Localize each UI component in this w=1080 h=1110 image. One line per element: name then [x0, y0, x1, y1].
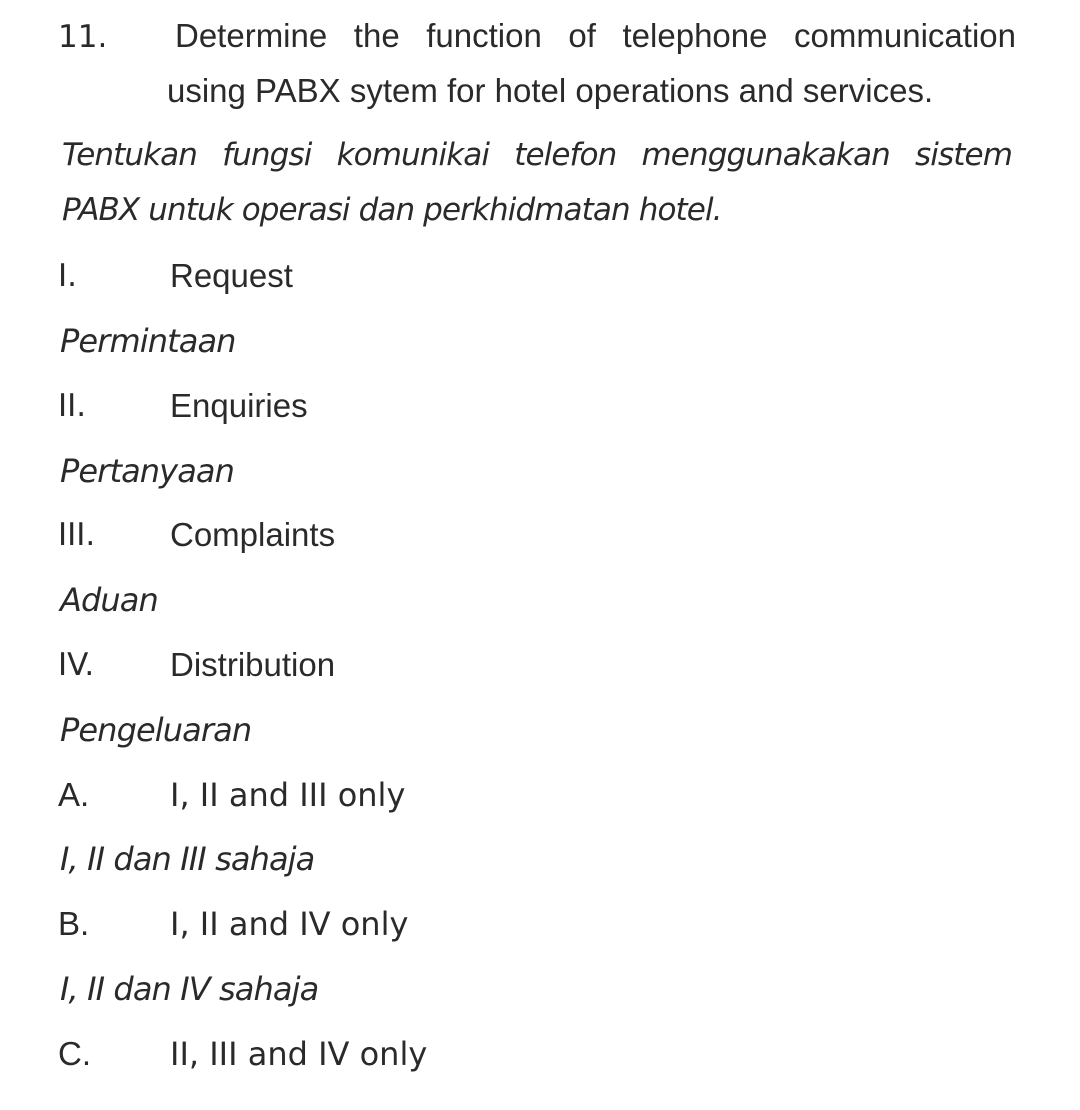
question-translation-line-1: Tentukan fungsi komunikai telefon menggunakakan sistem: [62, 137, 1012, 173]
question-stem-line-1: Determine the function of telephone communication: [175, 17, 1016, 54]
item-text-request: Request: [170, 257, 293, 294]
item-numeral-2: II.: [58, 388, 87, 424]
option-c-text: II, III and IV only: [170, 1035, 428, 1073]
option-b-translation: I, II dan IV sahaja: [60, 970, 319, 1008]
option-letter-b: B.: [58, 905, 90, 942]
item-numeral-1: I.: [58, 258, 77, 294]
item-text-complaints: Complaints: [170, 516, 336, 553]
item-translation-pengeluaran: Pengeluaran: [60, 711, 252, 749]
item-text-distribution: Distribution: [170, 646, 336, 683]
question-number: 11.: [58, 19, 108, 55]
option-b-text: I, II and IV only: [170, 905, 409, 943]
option-a-translation: I, II dan III sahaja: [60, 840, 315, 878]
item-translation-permintaan: Permintaan: [60, 322, 236, 360]
option-a-text: I, II and III only: [170, 776, 406, 814]
item-numeral-4: IV.: [58, 647, 95, 683]
item-numeral-3: III.: [58, 517, 96, 553]
item-translation-pertanyaan: Pertanyaan: [60, 452, 235, 490]
item-text-enquiries: Enquiries: [170, 387, 308, 424]
option-letter-a: A.: [58, 776, 90, 813]
option-letter-c: C.: [58, 1035, 91, 1072]
item-translation-aduan: Aduan: [60, 581, 158, 619]
question-translation-line-2: PABX untuk operasi dan perkhidmatan hotel.: [62, 192, 722, 228]
question-stem-line-2: using PABX sytem for hotel operations and services.: [167, 72, 934, 109]
